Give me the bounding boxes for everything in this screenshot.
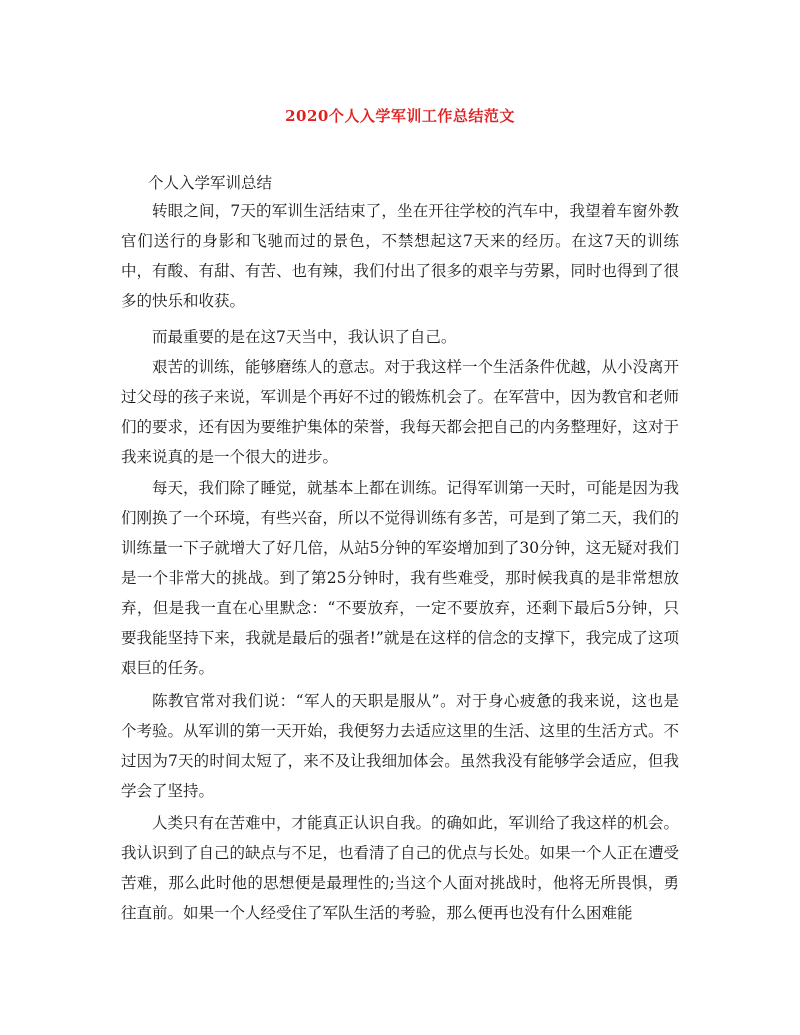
paragraph-3: 艰苦的训练，能够磨练人的意志。对于我这样一个生活条件优越，从小没离开过父母的孩子来说，军训是个再好不过的锻炼机会了。在军营中，因为教官和老师们的要求，还有因为要维护集体的荣誉，我每天都会把自己的内务整理好，这对于我来说真的是一个很大的进步。 (121, 358, 680, 466)
paragraph-4: 每天，我们除了睡觉，就基本上都在训练。记得军训第一天时，可能是因为我们刚换了一个环境，有些兴奋，所以不觉得训练有多苦，可是到了第二天，我们的训练量一下子就增大了好几倍，从站5分钟的军姿增加到了30分钟，这无疑对我们是一个非常大的挑战。到了第25分钟时，我有些难受，那时候我真的是非常想放弃，但是我一直在心里默念：“不要放弃，一定不要放弃，还剩下最后5分钟，只要我能坚持下来，我就是最后的强者!”就是在这样的信念的支撑下，我完成了这项艰巨的任务。 (121, 479, 680, 677)
paragraph-6: 人类只有在苦难中，才能真正认识自我。的确如此，军训给了我这样的机会。我认识到了自己的缺点与不足，也看清了自己的优点与长处。如果一个人正在遭受苦难，那么此时他的思想便是最理性的;当这个人面对挑战时，他将无所畏惧，勇往直前。如果一个人经受住了军队生活的考验，那么便再也没有什么困难能 (121, 814, 680, 922)
paragraph-1: 转眼之间，7天的军训生活结束了，坐在开往学校的汽车中，我望着车窗外教官们送行的身影和飞驰而过的景色，不禁想起这7天来的经历。在这7天的训练中，有酸、有甜、有苦、也有辣，我们付出了很多的艰辛与劳累，同时也得到了很多的快乐和收获。 (121, 202, 680, 310)
paragraph-5: 陈教官常对我们说：“军人的天职是服从”。对于身心疲惫的我来说，这也是个考验。从军训的第一天开始，我便努力去适应这里的生活、这里的生活方式。不过因为7天的时间太短了，来不及让我细加体会。虽然我没有能够学会适应，但我学会了坚持。 (121, 692, 680, 800)
paragraph-2: 而最重要的是在这7天当中，我认识了自己。 (152, 328, 457, 346)
document-title: 2020个人入学军训工作总结范文 (285, 107, 515, 125)
document-subtitle: 个人入学军训总结 (148, 174, 273, 192)
